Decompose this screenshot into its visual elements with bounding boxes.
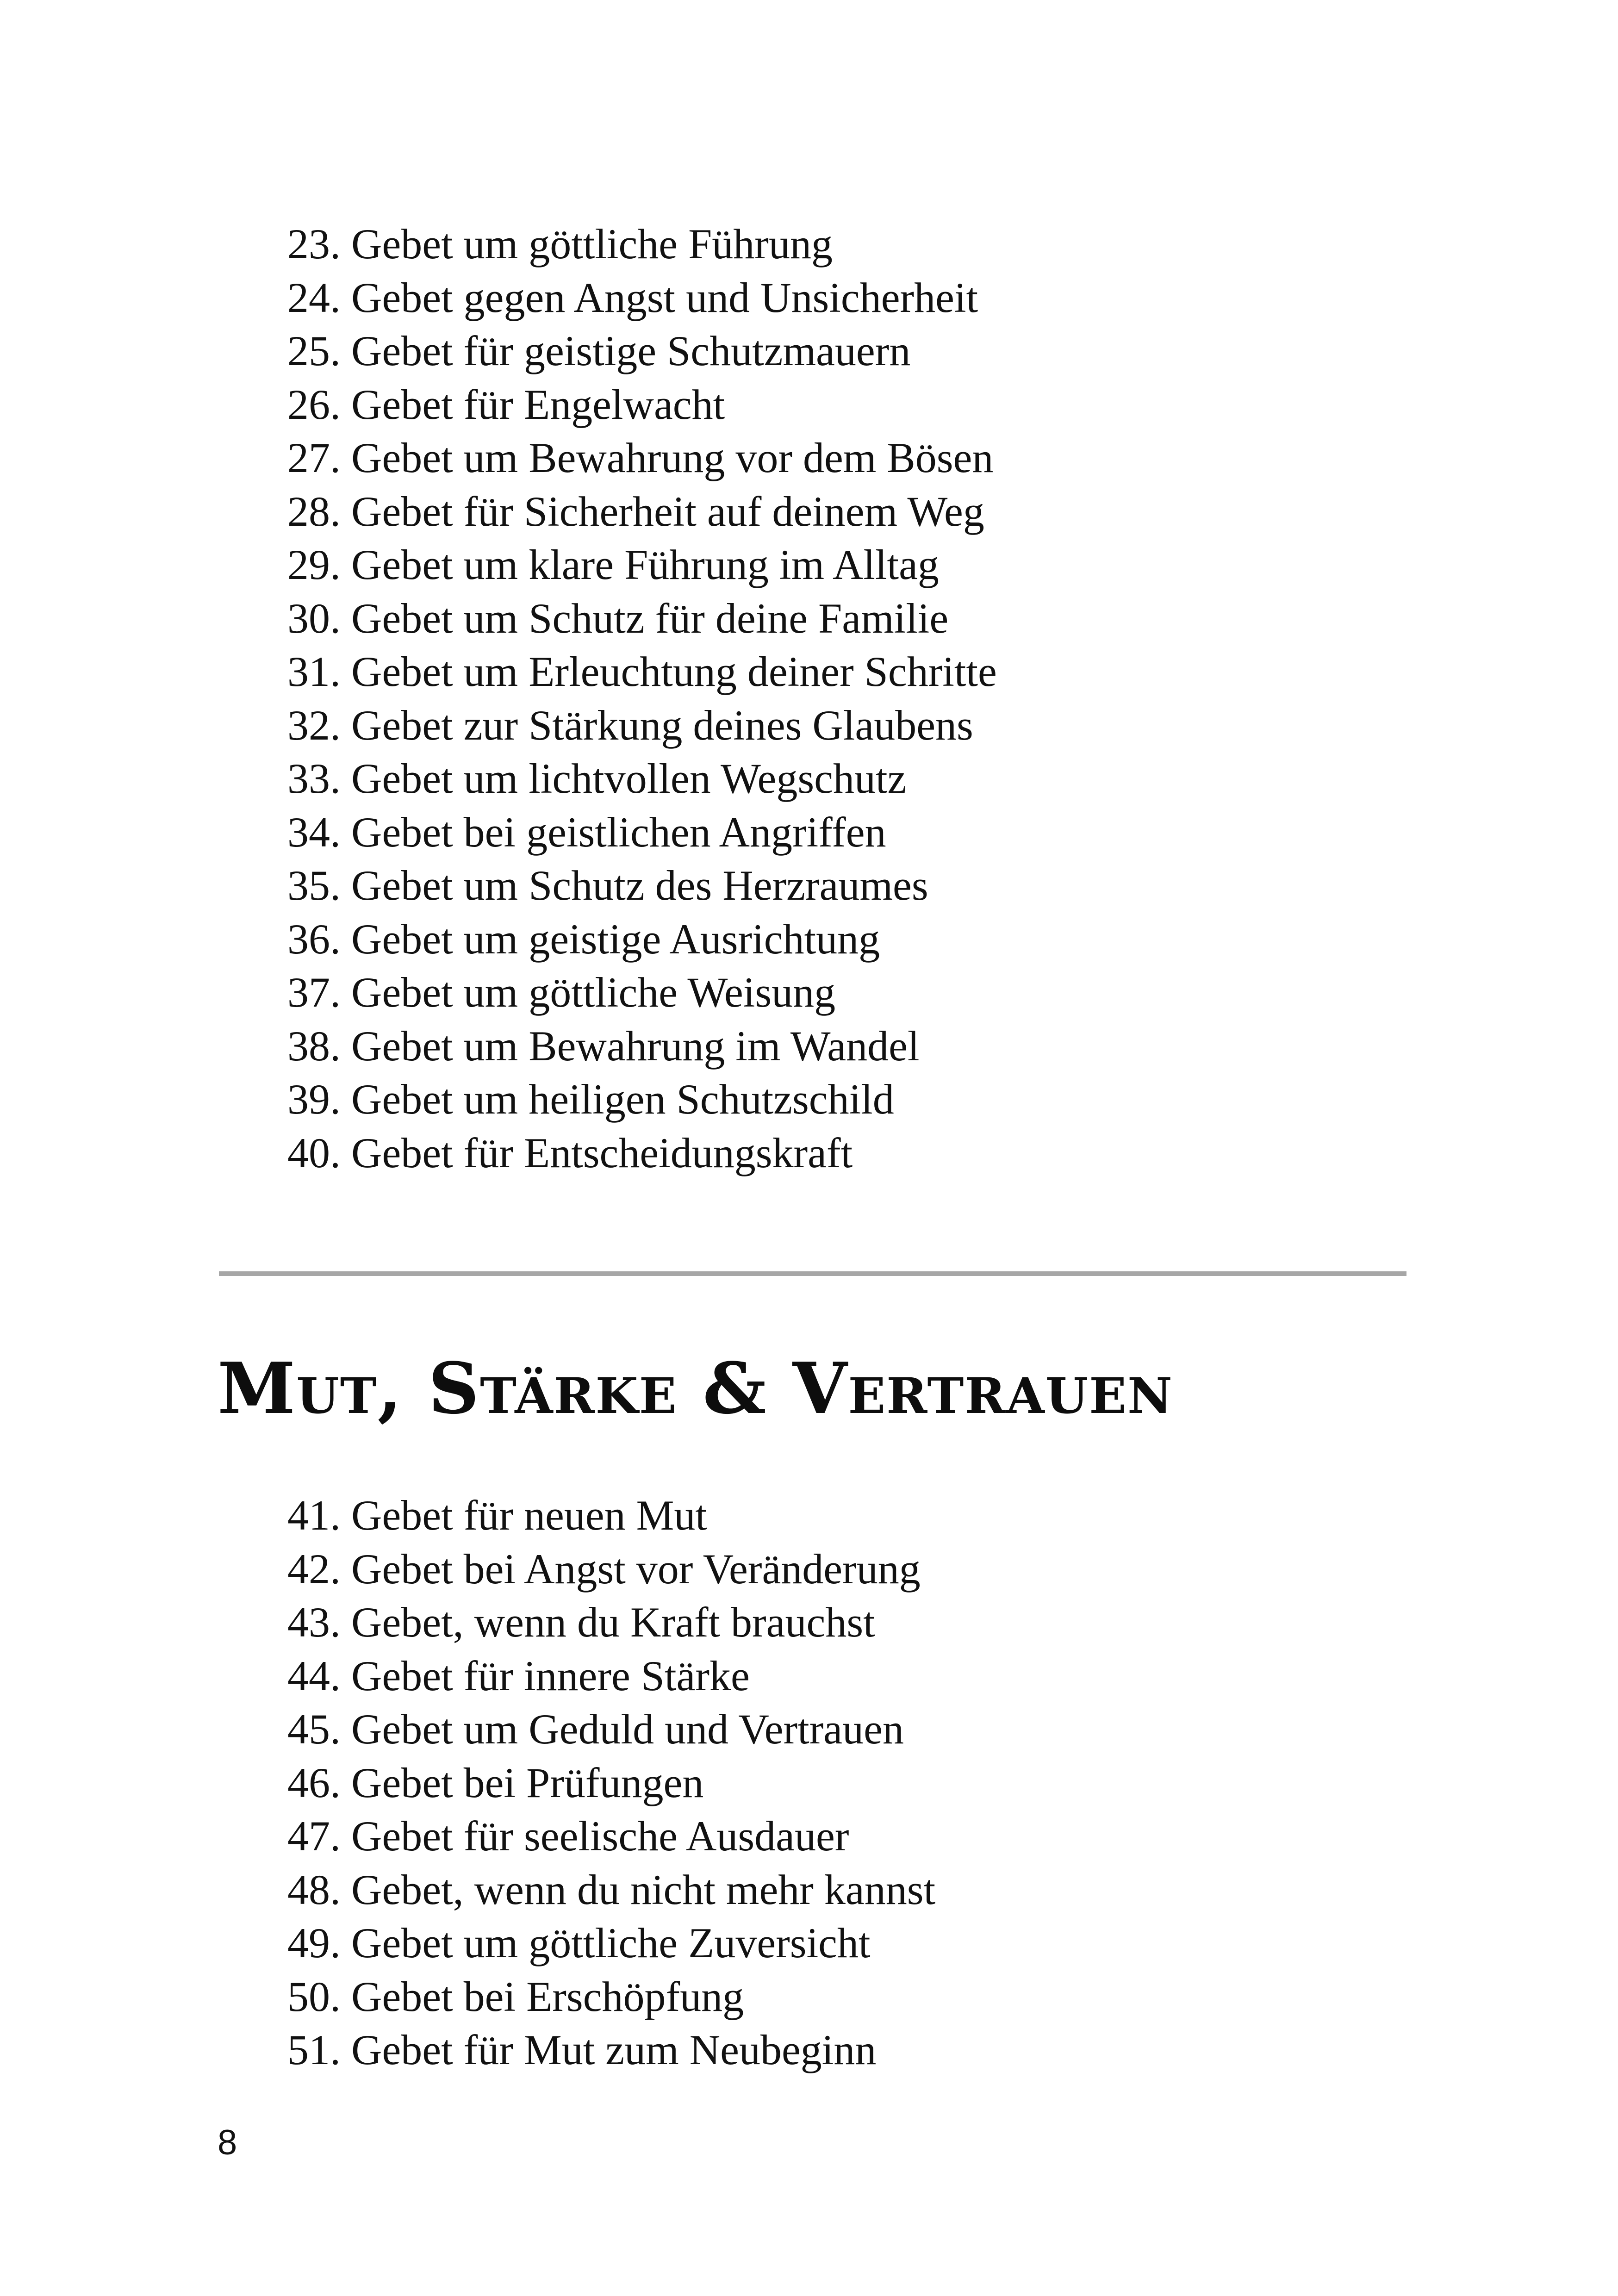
list-item: 37. Gebet um göttliche Weisung: [287, 969, 836, 1016]
list-item: 45. Gebet um Geduld und Vertrauen: [287, 1705, 904, 1753]
list-item: 33. Gebet um lichtvollen Wegschutz: [287, 755, 907, 802]
list-item: 32. Gebet zur Stärkung deines Glaubens: [287, 701, 973, 749]
list-item: 26. Gebet für Engelwacht: [287, 380, 725, 428]
list-item: 46. Gebet bei Prüfungen: [287, 1759, 704, 1806]
list-item: 51. Gebet für Mut zum Neubeginn: [287, 2026, 877, 2073]
list-item: 50. Gebet bei Erschöpfung: [287, 1972, 744, 2020]
list-item: 48. Gebet, wenn du nicht mehr kannst: [287, 1866, 936, 1913]
page-number: 8: [218, 2123, 237, 2162]
list-item: 47. Gebet für seelische Ausdauer: [287, 1812, 849, 1860]
list-item: 38. Gebet um Bewahrung im Wandel: [287, 1022, 920, 1070]
list-item: 44. Gebet für innere Stärke: [287, 1652, 750, 1699]
list-item: 42. Gebet bei Angst vor Veränderung: [287, 1545, 921, 1593]
list-item: 27. Gebet um Bewahrung vor dem Bösen: [287, 434, 994, 481]
list-item: 40. Gebet für Entscheidungskraft: [287, 1129, 853, 1176]
list-item: 29. Gebet um klare Führung im Alltag: [287, 541, 939, 588]
list-item: 28. Gebet für Sicherheit auf deinem Weg: [287, 487, 984, 535]
list-item: 36. Gebet um geistige Ausrichtung: [287, 915, 880, 963]
list-item: 49. Gebet um göttliche Zuversicht: [287, 1919, 871, 1966]
section-divider: [219, 1271, 1406, 1276]
list-item: 30. Gebet um Schutz für deine Familie: [287, 594, 949, 642]
list-item: 41. Gebet für neuen Mut: [287, 1492, 707, 1539]
list-item: 34. Gebet bei geistlichen Angriffen: [287, 808, 886, 856]
prayer-list-courage: [287, 1489, 935, 2077]
list-item: 24. Gebet gegen Angst und Unsicherheit: [287, 274, 978, 321]
list-item: 25. Gebet für geistige Schutzmauern: [287, 327, 911, 374]
prayer-list-protection: [287, 218, 997, 1180]
list-item: 23. Gebet um göttliche Führung: [287, 220, 833, 268]
list-item: 31. Gebet um Erleuchtung deiner Schritte: [287, 648, 997, 695]
list-item: 43. Gebet, wenn du Kraft brauchst: [287, 1599, 875, 1646]
list-item: 39. Gebet um heiligen Schutzschild: [287, 1076, 894, 1123]
section-heading: Mut, Stärke & Vertrauen: [218, 1347, 1173, 1430]
list-item: 35. Gebet um Schutz des Herzraumes: [287, 862, 928, 909]
